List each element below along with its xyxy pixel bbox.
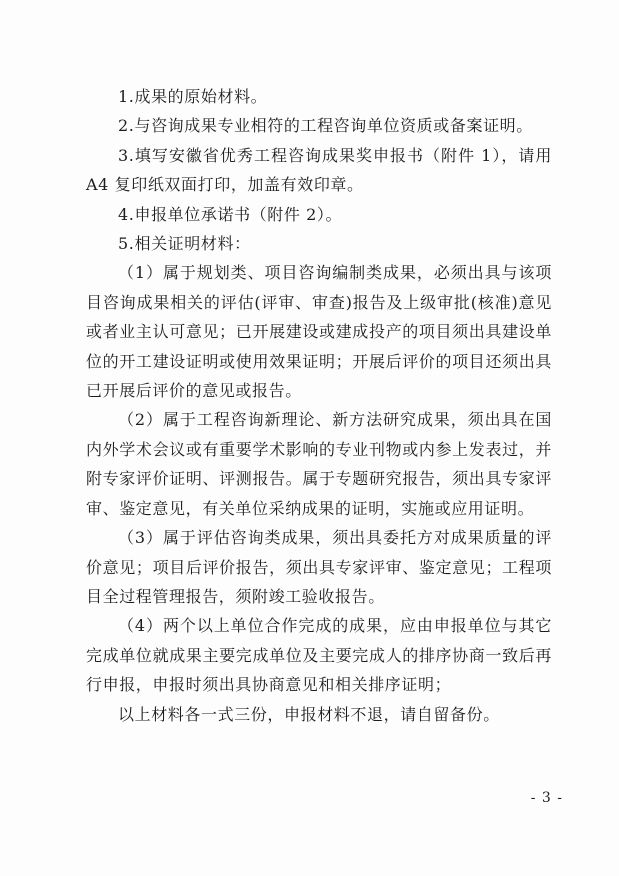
paragraph-supporting-materials: 5.相关证明材料：	[118, 234, 251, 254]
paragraph-application-form: 3.填写安徽省优秀工程咨询成果奖申报书（附件 1），请用A4 复印纸双面打印，加盖有效印章。	[86, 145, 552, 195]
paragraph-copies-note: 以上材料各一式三份，申报材料不退，请自留备份。	[118, 704, 500, 724]
paragraph-item-3-evaluation: （3）属于评估咨询类成果，须出具委托方对成果质量的评价意见；项目后评价报告，须出具专家评审、鉴定意见；工程项目全过程管理报告，须附竣工验收报告。	[86, 528, 552, 606]
paragraph-commitment-letter: 4.申报单位承诺书（附件 2）。	[118, 204, 343, 224]
paragraph-item-4-cooperation: （4）两个以上单位合作完成的成果，应由申报单位与其它完成单位就成果主要完成单位及主要完成人的排序协商一致后再行申报，申报时须出具协商意见和相关排序证明；	[86, 616, 552, 695]
document-body	[86, 82, 552, 729]
paragraph-item-2-research: （2）属于工程咨询新理论、新方法研究成果，须出具在国内外学术会议或有重要学术影响的专业刊物或内参上发表过，并附专家评价证明、评测报告。属于专题研究报告，须出具专家评审、鉴定意见，有关单位采纳成果的证明，实施或应用证明。	[86, 410, 552, 518]
paragraph-item-1-planning: （1）属于规划类、项目咨询编制类成果，必须出具与该项目咨询成果相关的评估(评审、审查)报告及上级审批(核准)意见或者业主认可意见；已开展建设或建成投产的项目须出具建设单位的开工建设证明或使用效果证明；开展后评价的项目还须出具已开展后评价的意见或报告。	[86, 263, 552, 401]
paragraph-qualification-proof: 2.与咨询成果专业相符的工程咨询单位资质或备案证明。	[118, 116, 533, 136]
paragraph-original-materials: 1.成果的原始材料。	[118, 87, 268, 106]
page-number: - 3 -	[530, 790, 563, 806]
